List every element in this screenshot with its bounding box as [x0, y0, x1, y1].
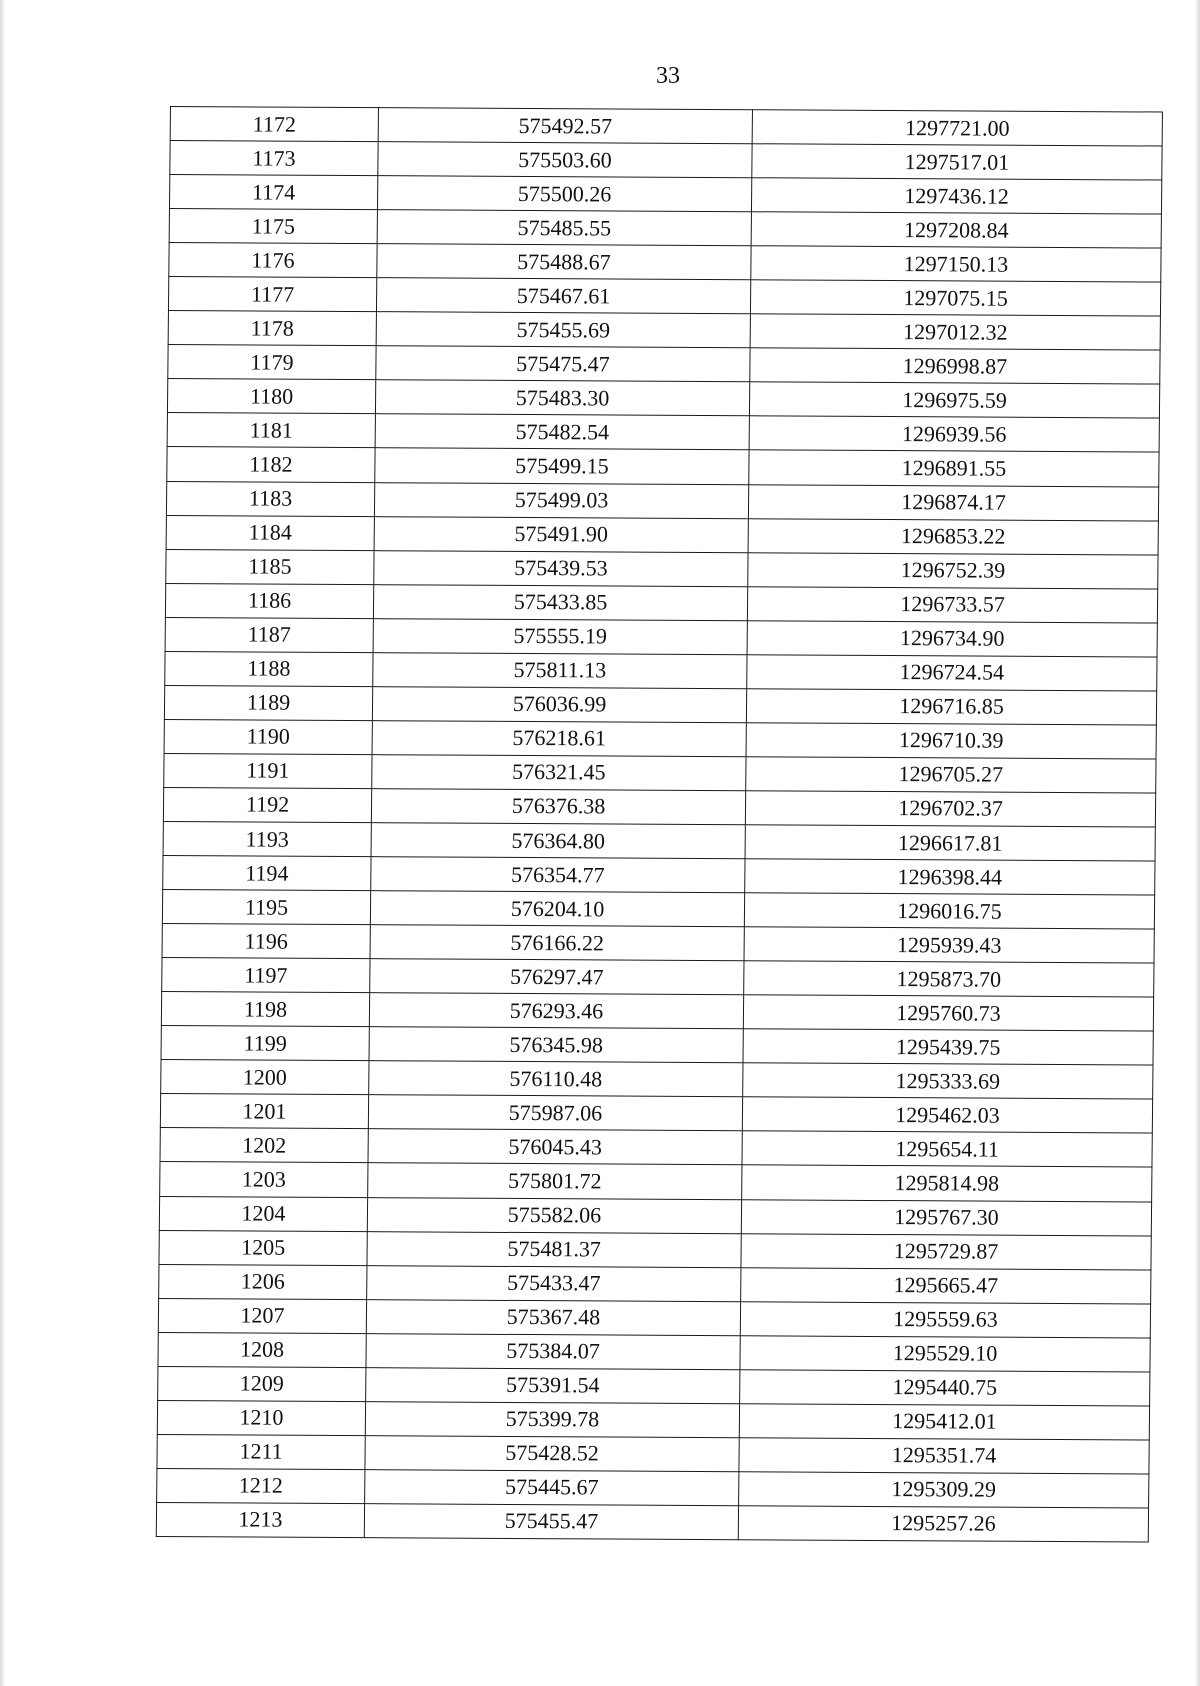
y-coordinate-cell: 1295665.47 — [741, 1267, 1151, 1303]
point-number-cell: 1180 — [167, 379, 375, 414]
point-number-cell: 1201 — [160, 1094, 368, 1129]
x-coordinate-cell: 576036.99 — [372, 686, 746, 722]
table-row — [165, 617, 1157, 657]
point-number-cell: 1184 — [166, 515, 374, 550]
table-row — [160, 1128, 1152, 1168]
table-row — [168, 277, 1160, 317]
x-coordinate-cell: 575433.85 — [373, 584, 747, 620]
x-coordinate-cell: 575399.78 — [365, 1401, 739, 1437]
y-coordinate-cell: 1296734.90 — [747, 620, 1157, 656]
table-row — [163, 856, 1155, 896]
y-coordinate-cell: 1296710.39 — [746, 723, 1156, 759]
point-number-cell: 1175 — [169, 209, 377, 244]
table-row — [164, 753, 1156, 793]
table-row — [169, 243, 1161, 283]
x-coordinate-cell: 576345.98 — [369, 1027, 743, 1063]
x-coordinate-cell: 575433.47 — [367, 1265, 741, 1301]
point-number-cell: 1209 — [158, 1366, 366, 1401]
point-number-cell: 1199 — [161, 1026, 369, 1061]
y-coordinate-cell: 1295760.73 — [743, 995, 1153, 1031]
point-number-cell: 1193 — [163, 821, 371, 856]
x-coordinate-cell: 575439.53 — [374, 550, 748, 586]
y-coordinate-cell: 1296398.44 — [745, 859, 1155, 895]
y-coordinate-cell: 1295309.29 — [739, 1472, 1149, 1508]
point-number-cell: 1178 — [168, 311, 376, 346]
table-row — [160, 1094, 1152, 1134]
table-row — [157, 1400, 1149, 1440]
x-coordinate-cell: 575483.30 — [375, 380, 749, 416]
table-row — [167, 447, 1159, 487]
y-coordinate-cell: 1295462.03 — [742, 1097, 1152, 1133]
point-number-cell: 1213 — [156, 1502, 364, 1537]
point-number-cell: 1207 — [158, 1298, 366, 1333]
y-coordinate-cell: 1296939.56 — [749, 416, 1159, 452]
x-coordinate-cell: 575485.55 — [377, 210, 751, 246]
y-coordinate-cell: 1297208.84 — [751, 212, 1161, 248]
x-coordinate-cell: 575555.19 — [373, 618, 747, 654]
point-number-cell: 1172 — [170, 107, 378, 142]
table-row — [163, 787, 1155, 827]
x-coordinate-cell: 576364.80 — [371, 823, 745, 859]
point-number-cell: 1186 — [165, 583, 373, 618]
point-number-cell: 1192 — [163, 787, 371, 822]
point-number-cell: 1181 — [167, 413, 375, 448]
table-row — [170, 141, 1162, 181]
table-row — [158, 1298, 1150, 1338]
point-number-cell: 1196 — [162, 924, 370, 959]
x-coordinate-cell: 575482.54 — [375, 414, 749, 450]
table-row — [164, 685, 1156, 725]
point-number-cell: 1212 — [157, 1468, 365, 1503]
table-row — [156, 1502, 1148, 1542]
y-coordinate-cell: 1297150.13 — [751, 246, 1161, 282]
x-coordinate-cell: 575500.26 — [377, 176, 751, 212]
y-coordinate-cell: 1296724.54 — [747, 654, 1157, 690]
x-coordinate-cell: 575499.03 — [374, 482, 748, 518]
point-number-cell: 1190 — [164, 719, 372, 754]
y-coordinate-cell: 1295939.43 — [744, 927, 1154, 963]
table-row — [163, 821, 1155, 861]
y-coordinate-cell: 1296705.27 — [746, 757, 1156, 793]
y-coordinate-cell: 1295529.10 — [740, 1335, 1150, 1371]
y-coordinate-cell: 1297075.15 — [750, 280, 1160, 316]
table-row — [157, 1434, 1149, 1474]
x-coordinate-cell: 575445.67 — [365, 1470, 739, 1506]
x-coordinate-cell: 575503.60 — [378, 142, 752, 178]
point-number-cell: 1188 — [165, 651, 373, 686]
point-number-cell: 1197 — [162, 958, 370, 993]
y-coordinate-cell: 1295654.11 — [742, 1131, 1152, 1167]
table-row — [165, 651, 1157, 691]
y-coordinate-cell: 1297012.32 — [750, 314, 1160, 350]
point-number-cell: 1198 — [161, 992, 369, 1027]
x-coordinate-cell: 575455.47 — [364, 1504, 738, 1540]
y-coordinate-cell: 1295439.75 — [743, 1029, 1153, 1065]
point-number-cell: 1194 — [163, 856, 371, 891]
coordinates-table-container — [156, 106, 1162, 1542]
x-coordinate-cell: 576376.38 — [371, 789, 745, 825]
point-number-cell: 1205 — [159, 1230, 367, 1265]
y-coordinate-cell: 1296975.59 — [749, 382, 1159, 418]
y-coordinate-cell: 1296617.81 — [745, 825, 1155, 861]
point-number-cell: 1179 — [168, 345, 376, 380]
table-row — [161, 992, 1153, 1032]
table-row — [168, 345, 1160, 385]
scan-edge-right — [1194, 0, 1200, 1686]
point-number-cell: 1200 — [161, 1060, 369, 1095]
table-row — [161, 1060, 1153, 1100]
x-coordinate-cell: 575384.07 — [366, 1333, 740, 1369]
y-coordinate-cell: 1296733.57 — [747, 586, 1157, 622]
y-coordinate-cell: 1295257.26 — [738, 1506, 1148, 1542]
point-number-cell: 1182 — [167, 447, 375, 482]
table-row — [159, 1264, 1151, 1304]
y-coordinate-cell: 1297517.01 — [752, 144, 1162, 180]
point-number-cell: 1206 — [159, 1264, 367, 1299]
x-coordinate-cell: 575455.69 — [376, 312, 750, 348]
scan-edge-left — [0, 0, 6, 1686]
page-number: 33 — [656, 63, 680, 89]
x-coordinate-cell: 575811.13 — [373, 652, 747, 688]
point-number-cell: 1204 — [159, 1196, 367, 1231]
y-coordinate-cell: 1295333.69 — [743, 1063, 1153, 1099]
table-row — [158, 1332, 1150, 1372]
x-coordinate-cell: 575391.54 — [366, 1367, 740, 1403]
x-coordinate-cell: 576354.77 — [371, 857, 745, 893]
table-row — [169, 175, 1161, 215]
x-coordinate-cell: 575492.57 — [378, 108, 752, 144]
point-number-cell: 1203 — [160, 1162, 368, 1197]
y-coordinate-cell: 1296752.39 — [748, 552, 1158, 588]
y-coordinate-cell: 1296853.22 — [748, 518, 1158, 554]
x-coordinate-cell: 575801.72 — [368, 1163, 742, 1199]
x-coordinate-cell: 575987.06 — [368, 1095, 742, 1131]
point-number-cell: 1211 — [157, 1434, 365, 1469]
table-row — [166, 549, 1158, 589]
point-number-cell: 1187 — [165, 617, 373, 652]
y-coordinate-cell: 1296016.75 — [744, 893, 1154, 929]
y-coordinate-cell: 1296716.85 — [746, 689, 1156, 725]
y-coordinate-cell: 1297721.00 — [752, 110, 1162, 146]
table-row — [166, 515, 1158, 555]
table-row — [162, 924, 1154, 964]
x-coordinate-cell: 576166.22 — [370, 925, 744, 961]
y-coordinate-cell: 1296702.37 — [745, 791, 1155, 827]
x-coordinate-cell: 575488.67 — [377, 244, 751, 280]
x-coordinate-cell: 575582.06 — [367, 1197, 741, 1233]
table-row — [158, 1366, 1150, 1406]
y-coordinate-cell: 1296874.17 — [748, 484, 1158, 520]
table-row — [157, 1468, 1149, 1508]
y-coordinate-cell: 1295767.30 — [741, 1199, 1151, 1235]
x-coordinate-cell: 575367.48 — [366, 1299, 740, 1335]
point-number-cell: 1208 — [158, 1332, 366, 1367]
x-coordinate-cell: 576110.48 — [369, 1061, 743, 1097]
coordinates-table — [156, 106, 1163, 1542]
table-row — [168, 311, 1160, 351]
x-coordinate-cell: 576204.10 — [370, 891, 744, 927]
y-coordinate-cell: 1295814.98 — [742, 1165, 1152, 1201]
table-row — [159, 1196, 1151, 1236]
point-number-cell: 1185 — [166, 549, 374, 584]
y-coordinate-cell: 1297436.12 — [751, 178, 1161, 214]
y-coordinate-cell: 1296891.55 — [749, 450, 1159, 486]
point-number-cell: 1176 — [169, 243, 377, 278]
x-coordinate-cell: 575467.61 — [376, 278, 750, 314]
table-row — [167, 413, 1159, 453]
x-coordinate-cell: 575481.37 — [367, 1231, 741, 1267]
table-row — [164, 719, 1156, 759]
table-row — [166, 481, 1158, 521]
table-row — [165, 583, 1157, 623]
table-row — [167, 379, 1159, 419]
x-coordinate-cell: 576297.47 — [370, 959, 744, 995]
point-number-cell: 1202 — [160, 1128, 368, 1163]
x-coordinate-cell: 575491.90 — [374, 516, 748, 552]
table-row — [162, 890, 1154, 930]
y-coordinate-cell: 1295873.70 — [744, 961, 1154, 997]
x-coordinate-cell: 575428.52 — [365, 1435, 739, 1471]
coordinates-table-body — [156, 107, 1162, 1542]
y-coordinate-cell: 1295440.75 — [740, 1369, 1150, 1405]
x-coordinate-cell: 576321.45 — [372, 755, 746, 791]
table-row — [169, 209, 1161, 249]
table-row — [160, 1162, 1152, 1202]
point-number-cell: 1189 — [164, 685, 372, 720]
y-coordinate-cell: 1295559.63 — [740, 1301, 1150, 1337]
y-coordinate-cell: 1295729.87 — [741, 1233, 1151, 1269]
point-number-cell: 1191 — [164, 753, 372, 788]
x-coordinate-cell: 576045.43 — [368, 1129, 742, 1165]
point-number-cell: 1174 — [169, 175, 377, 210]
x-coordinate-cell: 576218.61 — [372, 720, 746, 756]
table-row — [170, 107, 1162, 147]
x-coordinate-cell: 575475.47 — [376, 346, 750, 382]
y-coordinate-cell: 1295412.01 — [739, 1404, 1149, 1440]
point-number-cell: 1173 — [170, 141, 378, 176]
table-row — [162, 958, 1154, 998]
table-row — [161, 1026, 1153, 1066]
point-number-cell: 1183 — [166, 481, 374, 516]
point-number-cell: 1177 — [168, 277, 376, 312]
table-row — [159, 1230, 1151, 1270]
y-coordinate-cell: 1296998.87 — [750, 348, 1160, 384]
x-coordinate-cell: 575499.15 — [375, 448, 749, 484]
y-coordinate-cell: 1295351.74 — [739, 1438, 1149, 1474]
point-number-cell: 1195 — [162, 890, 370, 925]
point-number-cell: 1210 — [157, 1400, 365, 1435]
x-coordinate-cell: 576293.46 — [369, 993, 743, 1029]
